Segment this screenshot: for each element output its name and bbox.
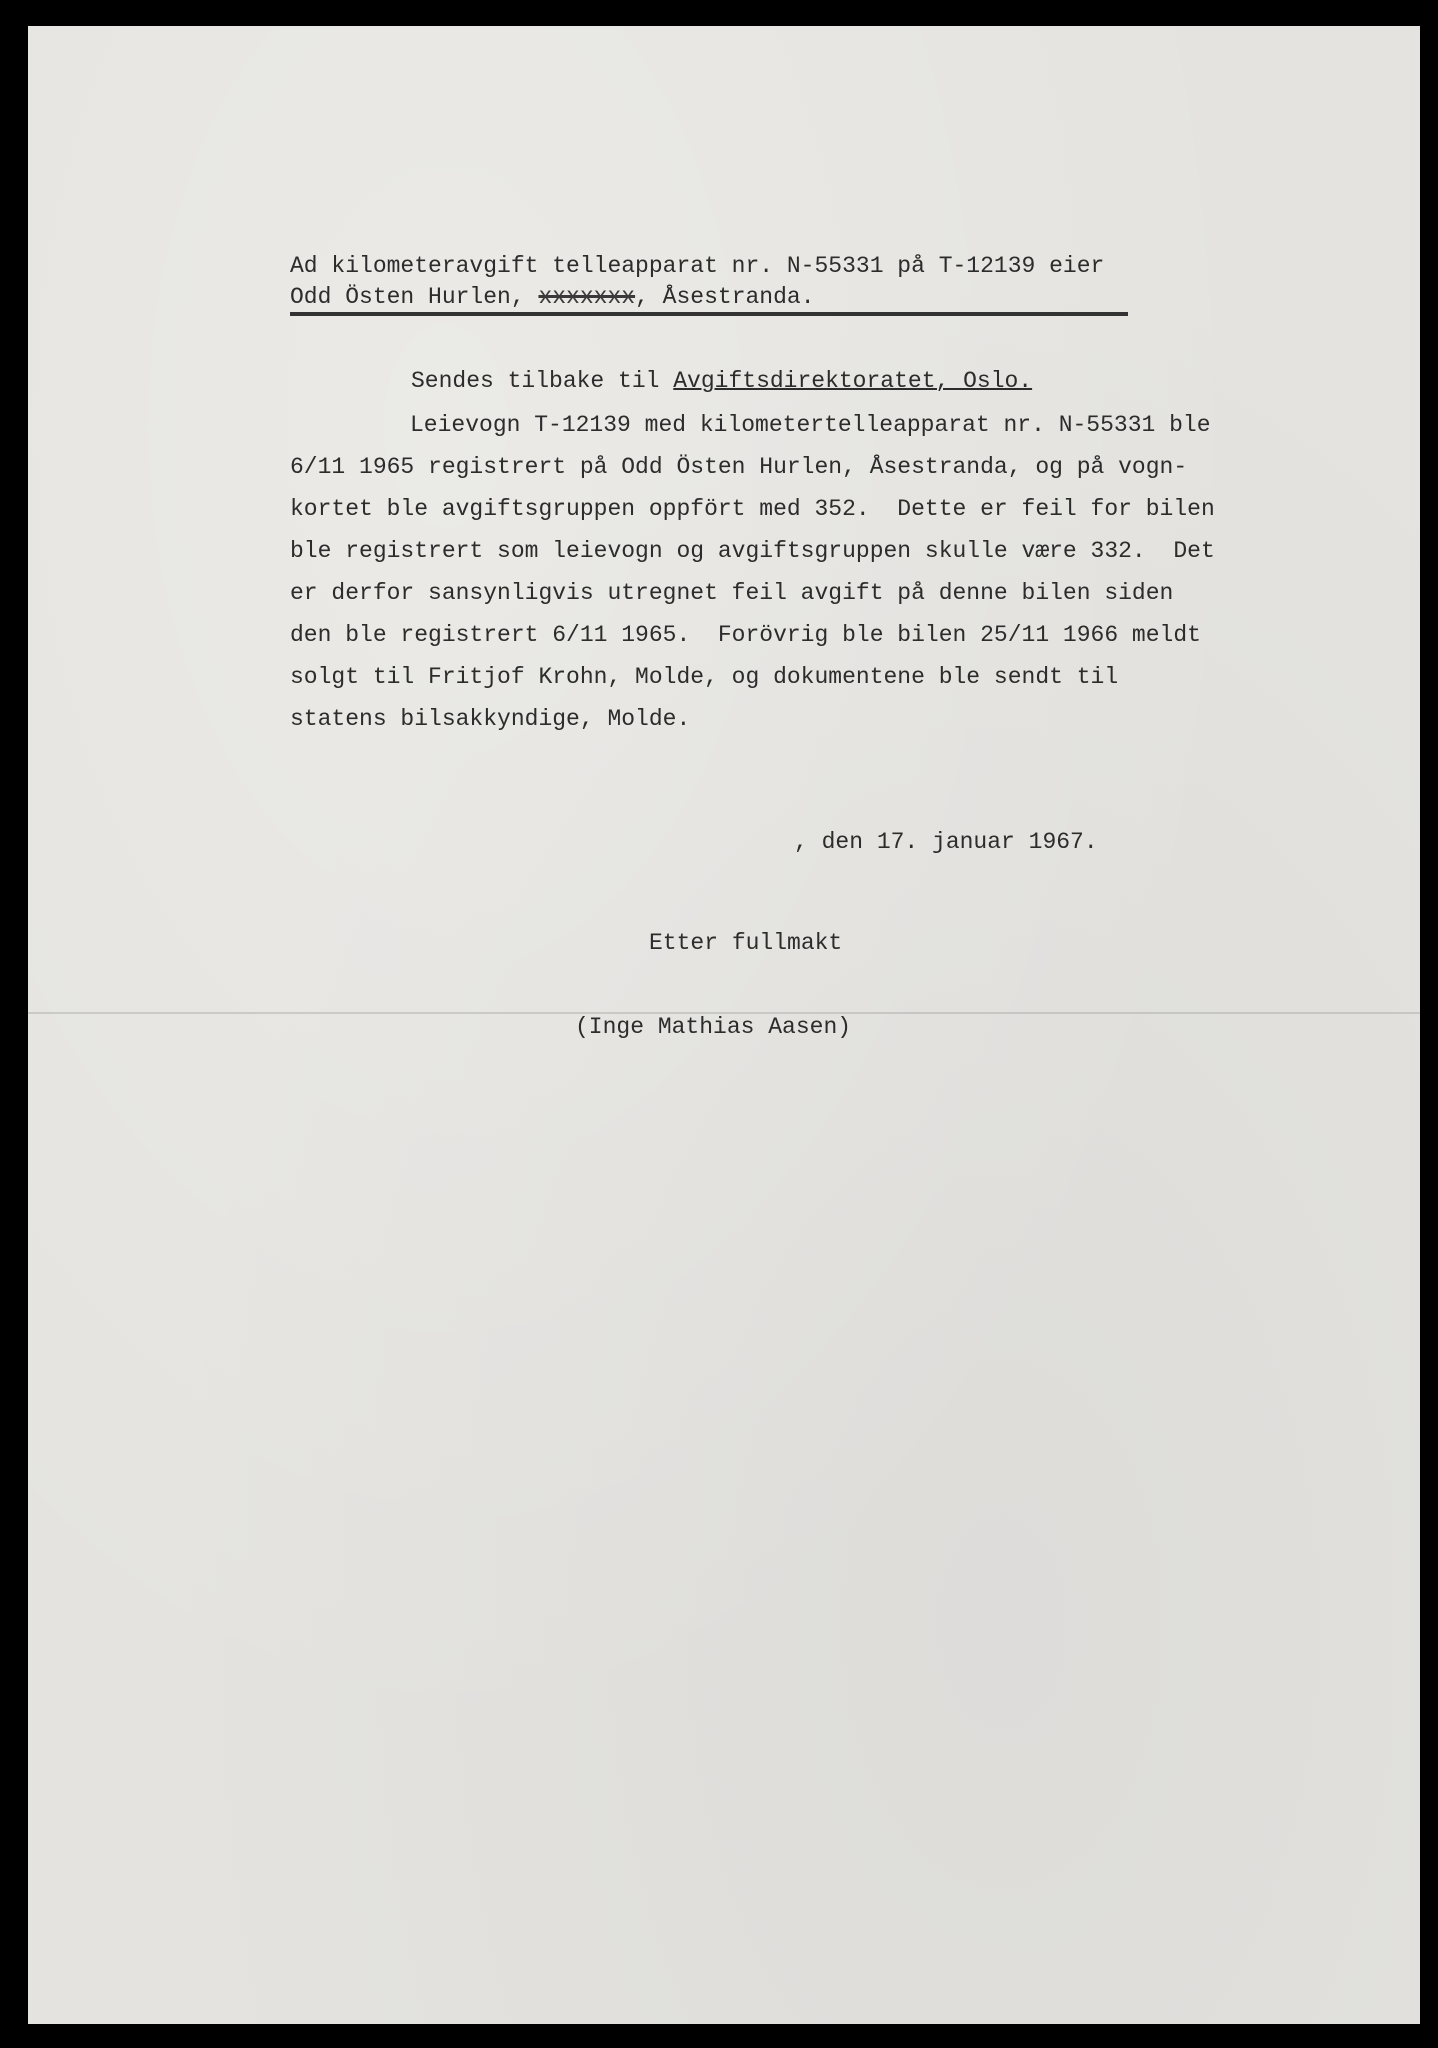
body-line: Leievogn T-12139 med kilometertelleapparat nr. N-55331 ble	[410, 412, 1211, 438]
return-to-prefix: Sendes tilbake til	[411, 368, 674, 394]
signatory-name: (Inge Mathias Aasen)	[575, 1014, 852, 1040]
body-line: kortet ble avgiftsgruppen oppfört med 352. Dette er feil for bilen	[290, 496, 1215, 522]
body-line: ble registrert som leievogn og avgiftsgruppen skulle være 332. Det	[290, 538, 1215, 564]
owner-name: Odd Östen Hurlen,	[290, 284, 539, 310]
return-to-line	[411, 367, 1032, 395]
heading-line-2	[290, 283, 815, 311]
heading-line-1: Ad kilometeravgift telleapparat nr. N-55331 på T-12139 eier	[290, 253, 1105, 279]
body-line: solgt til Fritjof Krohn, Molde, og dokumentene ble sendt til	[290, 664, 1119, 690]
date-line: , den 17. januar 1967.	[794, 829, 1098, 855]
body-line: statens bilsakkyndige, Molde.	[290, 706, 691, 732]
heading-underline	[290, 312, 1128, 316]
body-line: 6/11 1965 registrert på Odd Östen Hurlen, Åsestranda, og på vogn-	[290, 454, 1188, 480]
struck-text: xxxxxxx	[538, 284, 636, 310]
body-line: er derfor sansynligvis utregnet feil avgift på denne bilen siden	[290, 580, 1174, 606]
recipient: Avgiftsdirektoratet, Oslo.	[673, 368, 1033, 394]
owner-place: , Åsestranda.	[635, 284, 815, 310]
authority-line: Etter fullmakt	[649, 930, 843, 956]
body-line: den ble registrert 6/11 1965. Forövrig ble bilen 25/11 1966 meldt	[290, 622, 1201, 648]
